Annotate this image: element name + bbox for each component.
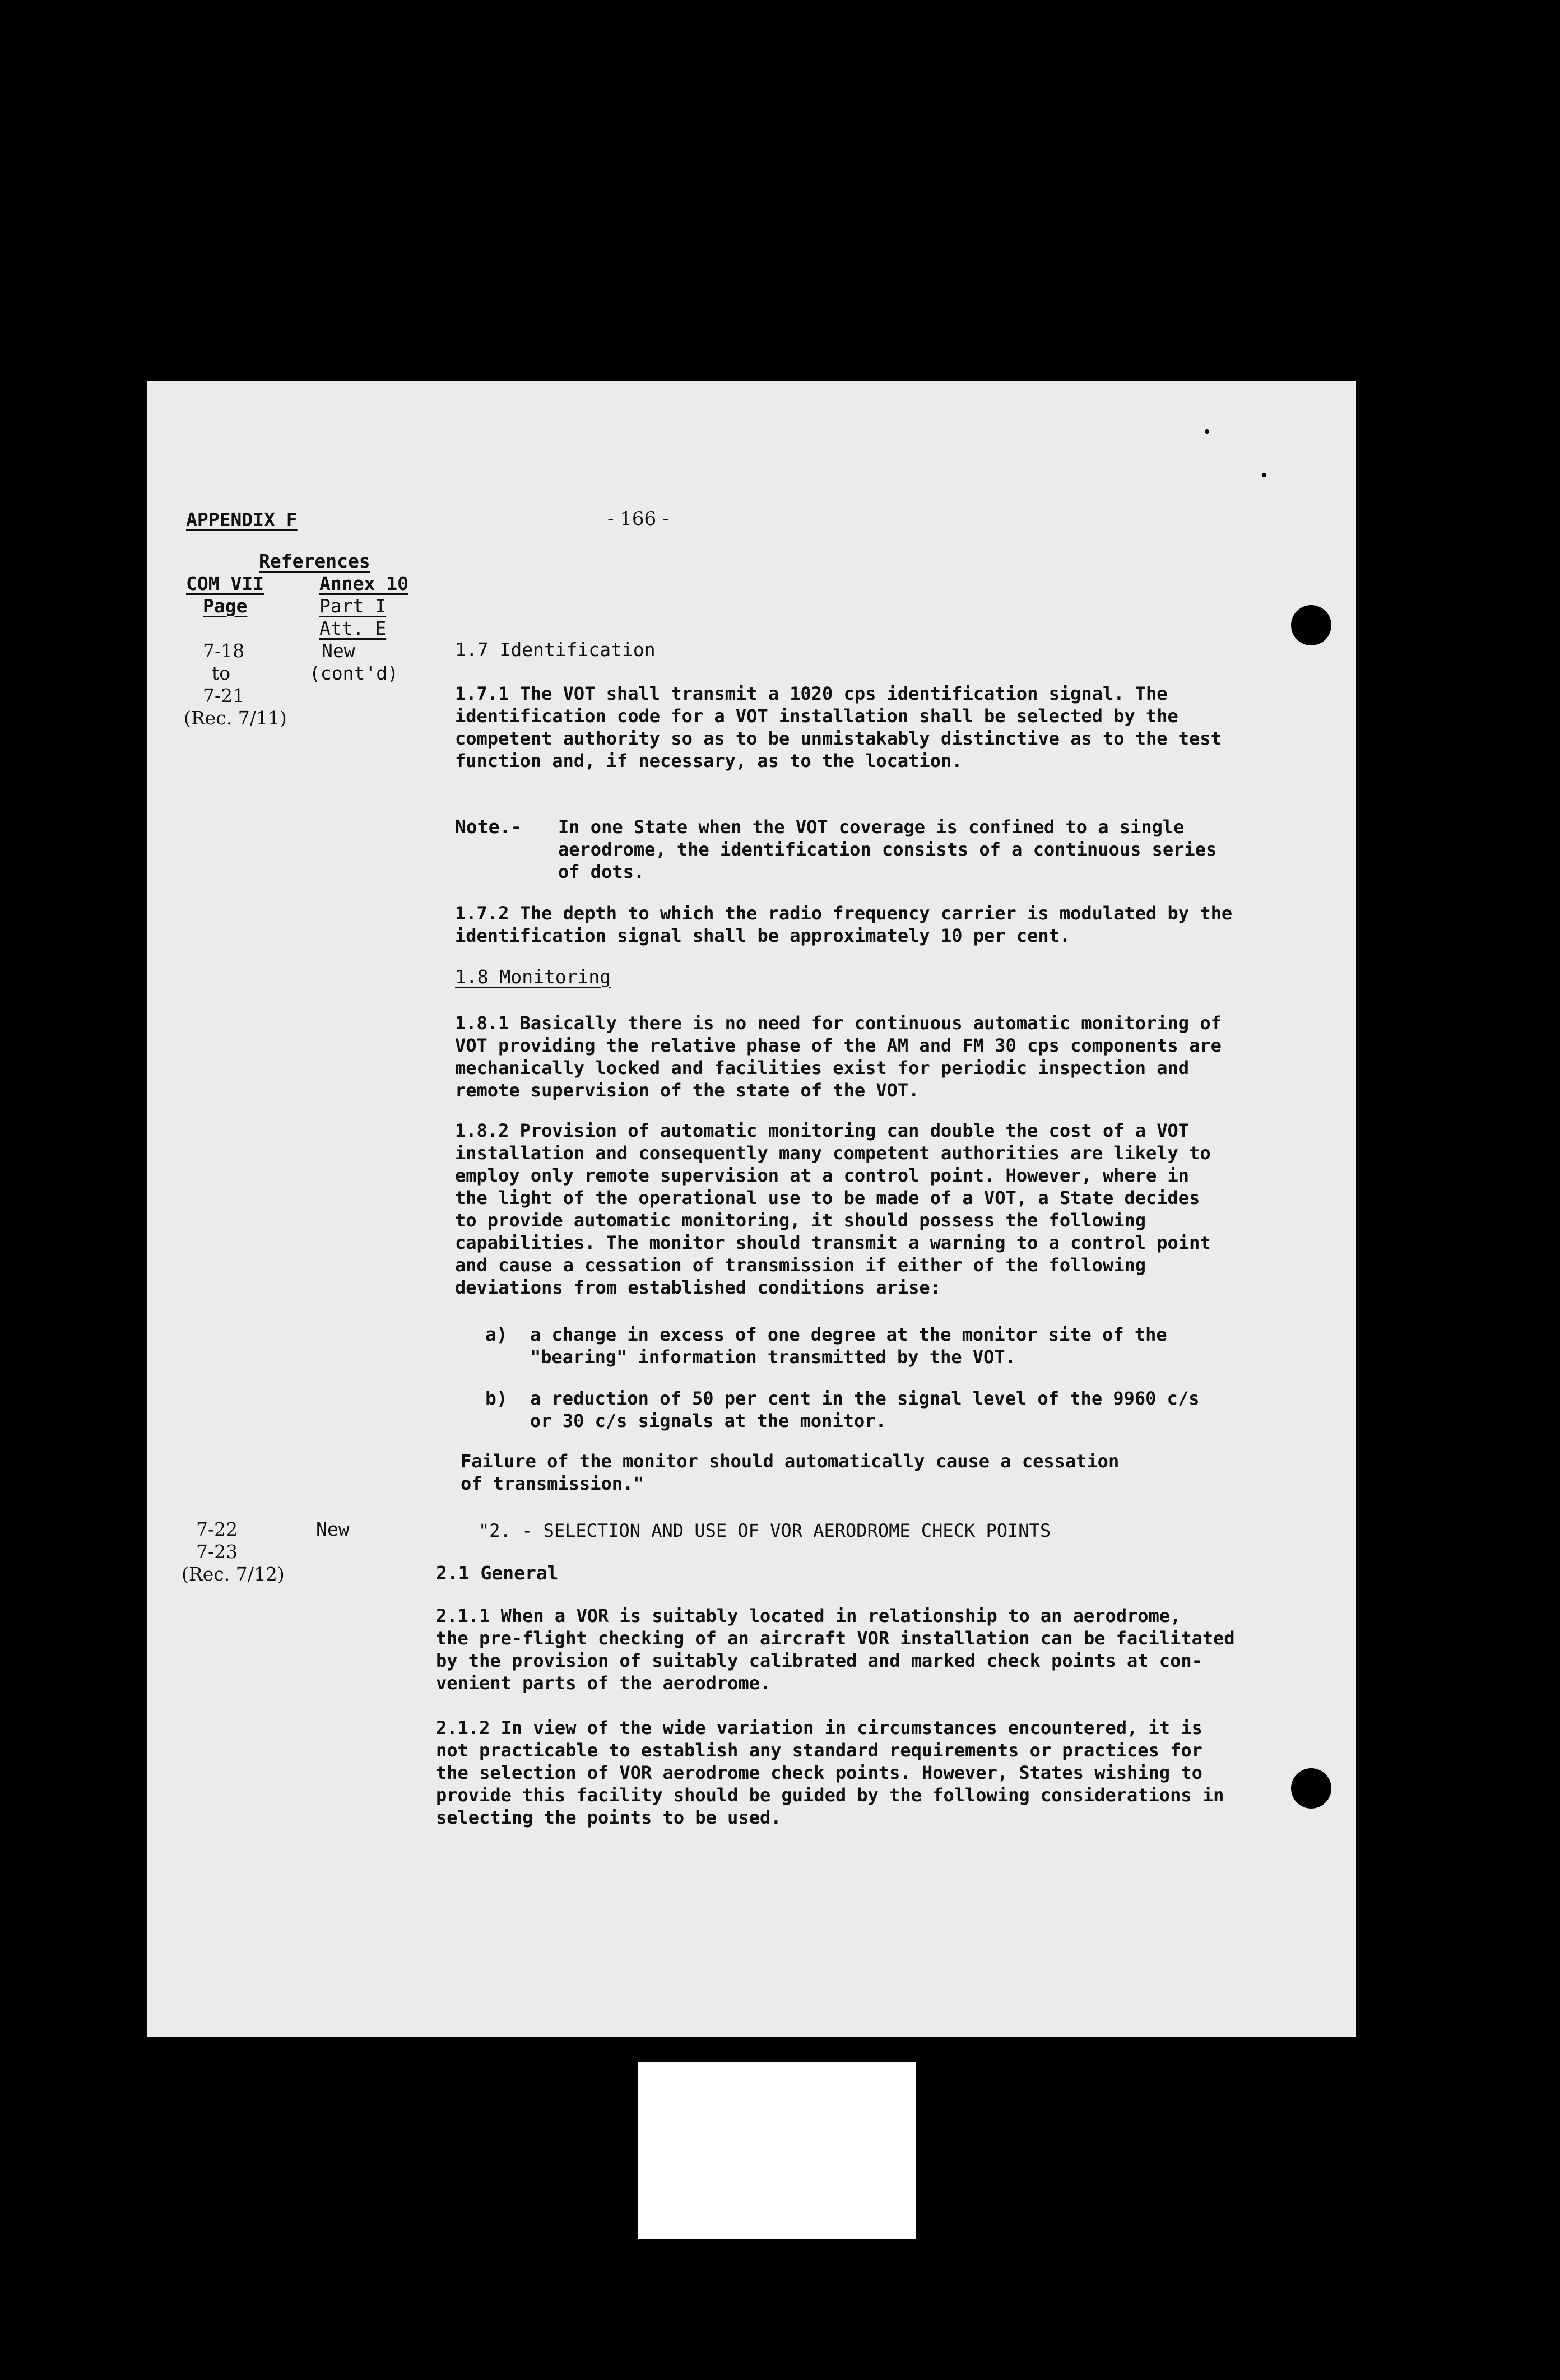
- monitor-failure-text: [461, 1450, 1119, 1495]
- text-line: identification code for a VOT installation shall be selected by the: [455, 705, 1178, 727]
- section-1-7-heading: 1.7 Identification: [455, 639, 656, 661]
- text-line: competent authority so as to be unmistakably distinctive as to the test: [455, 728, 1222, 749]
- text-line: a reduction of 50 per cent in the signal level of the 9960 c/s: [530, 1388, 1200, 1409]
- text-line: or 30 c/s signals at the monitor.: [530, 1410, 886, 1431]
- text-line: of transmission.": [461, 1473, 644, 1494]
- item-a-text: [530, 1323, 1167, 1368]
- text-line: In one State when the VOT coverage is confined to a single: [558, 816, 1185, 838]
- references-col2-sub1: Part I: [319, 595, 387, 617]
- text-line: function and, if necessary, as to the location.: [455, 750, 963, 771]
- section-1-8-heading: 1.8 Monitoring: [455, 966, 611, 988]
- text-line: identification signal shall be approximately 10 per cent.: [455, 925, 1071, 946]
- text-line: of dots.: [558, 861, 645, 882]
- speck: [1205, 429, 1209, 434]
- text-line: VOT providing the relative phase of the AM and FM 30 cps components are: [455, 1035, 1222, 1056]
- ref1-page: 7-21: [203, 685, 245, 706]
- text-line: employ only remote supervision at a control point. However, where in: [455, 1165, 1190, 1186]
- text-line: Failure of the monitor should automatically cause a cessation: [461, 1451, 1120, 1472]
- text-line: deviations from established conditions arise:: [455, 1277, 941, 1298]
- ref2-page: 7-22: [196, 1518, 238, 1540]
- speck: [1262, 473, 1266, 477]
- text-line: capabilities. The monitor should transmit a warning to a control point: [455, 1232, 1211, 1253]
- section-2-title: "2. - SELECTION AND USE OF VOR AERODROME CHECK POINTS: [479, 1520, 1051, 1541]
- text-line: a change in excess of one degree at the monitor site of the: [530, 1324, 1167, 1345]
- references-col2-header: Annex 10: [319, 573, 408, 594]
- references-col2-sub2: Att. E: [319, 617, 387, 639]
- ref1-rec: (Rec. 7/11): [184, 707, 287, 729]
- text-line: and cause a cessation of transmission if either of the following: [455, 1254, 1146, 1276]
- ref2-annex: New: [316, 1518, 350, 1540]
- ref1-annex: New: [322, 640, 355, 662]
- text-line: "bearing" information transmitted by the VOT.: [530, 1346, 1016, 1368]
- item-a-label: a): [485, 1323, 508, 1345]
- text-line: 1.7.1 The VOT shall transmit a 1020 cps identification signal. The: [455, 683, 1168, 704]
- paragraph-1-7-2: [455, 902, 1232, 947]
- item-b-label: b): [485, 1387, 508, 1409]
- text-line: the selection of VOR aerodrome check points. However, States wishing to: [436, 1762, 1202, 1783]
- text-line: not practicable to establish any standard requirements or practices for: [436, 1740, 1202, 1761]
- text-line: the light of the operational use to be made of a VOT, a State decides: [455, 1187, 1200, 1208]
- section-2-1-heading: 2.1 General: [436, 1562, 559, 1584]
- ref1-page: 7-18: [203, 640, 245, 662]
- text-line: aerodrome, the identification consists of a continuous series: [558, 839, 1217, 860]
- ref2-rec: (Rec. 7/12): [182, 1563, 285, 1585]
- document-page: [147, 381, 1356, 2037]
- references-col1-sub: Page: [203, 595, 248, 617]
- text-line: remote supervision of the state of the VOT.: [455, 1080, 920, 1101]
- paragraph-1-8-2: [455, 1119, 1211, 1299]
- note-label: Note.-: [455, 816, 522, 838]
- paragraph-2-1-1: [436, 1605, 1235, 1694]
- blank-label: [638, 2062, 916, 2239]
- ref1-page: to: [212, 662, 231, 684]
- text-line: by the provision of suitably calibrated and marked check points at con-: [436, 1650, 1202, 1671]
- note-text: [558, 816, 1217, 883]
- text-line: 1.8.2 Provision of automatic monitoring can double the cost of a VOT: [455, 1120, 1190, 1141]
- appendix-label: APPENDIX F: [186, 509, 298, 531]
- page-number: - 166 -: [607, 508, 669, 530]
- punch-hole: [1291, 1768, 1331, 1809]
- text-line: to provide automatic monitoring, it should possess the following: [455, 1210, 1146, 1231]
- text-line: 1.7.2 The depth to which the radio frequency carrier is modulated by the: [455, 903, 1233, 924]
- text-line: selecting the points to be used.: [436, 1807, 782, 1828]
- references-col1-header: COM VII: [186, 573, 264, 594]
- text-line: 1.8.1 Basically there is no need for continuous automatic monitoring of: [455, 1012, 1222, 1034]
- text-line: the pre-flight checking of an aircraft VOR installation can be facilitated: [436, 1628, 1235, 1649]
- ref1-annex: (cont'd): [309, 662, 398, 684]
- text-line: 2.1.1 When a VOR is suitably located in relationship to an aerodrome,: [436, 1605, 1181, 1626]
- punch-hole: [1291, 605, 1331, 645]
- paragraph-2-1-2: [436, 1717, 1224, 1829]
- ref2-page: 7-23: [196, 1541, 238, 1563]
- text-line: 2.1.2 In view of the wide variation in circumstances encountered, it is: [436, 1717, 1202, 1738]
- text-line: installation and consequently many competent authorities are likely to: [455, 1142, 1211, 1164]
- text-line: provide this facility should be guided by the following considerations in: [436, 1784, 1224, 1806]
- references-title: References: [259, 550, 370, 572]
- text-line: mechanically locked and facilities exist for periodic inspection and: [455, 1057, 1190, 1079]
- item-b-text: [530, 1387, 1199, 1432]
- paragraph-1-8-1: [455, 1012, 1222, 1101]
- text-line: venient parts of the aerodrome.: [436, 1672, 771, 1694]
- paragraph-1-7-1: [455, 682, 1222, 772]
